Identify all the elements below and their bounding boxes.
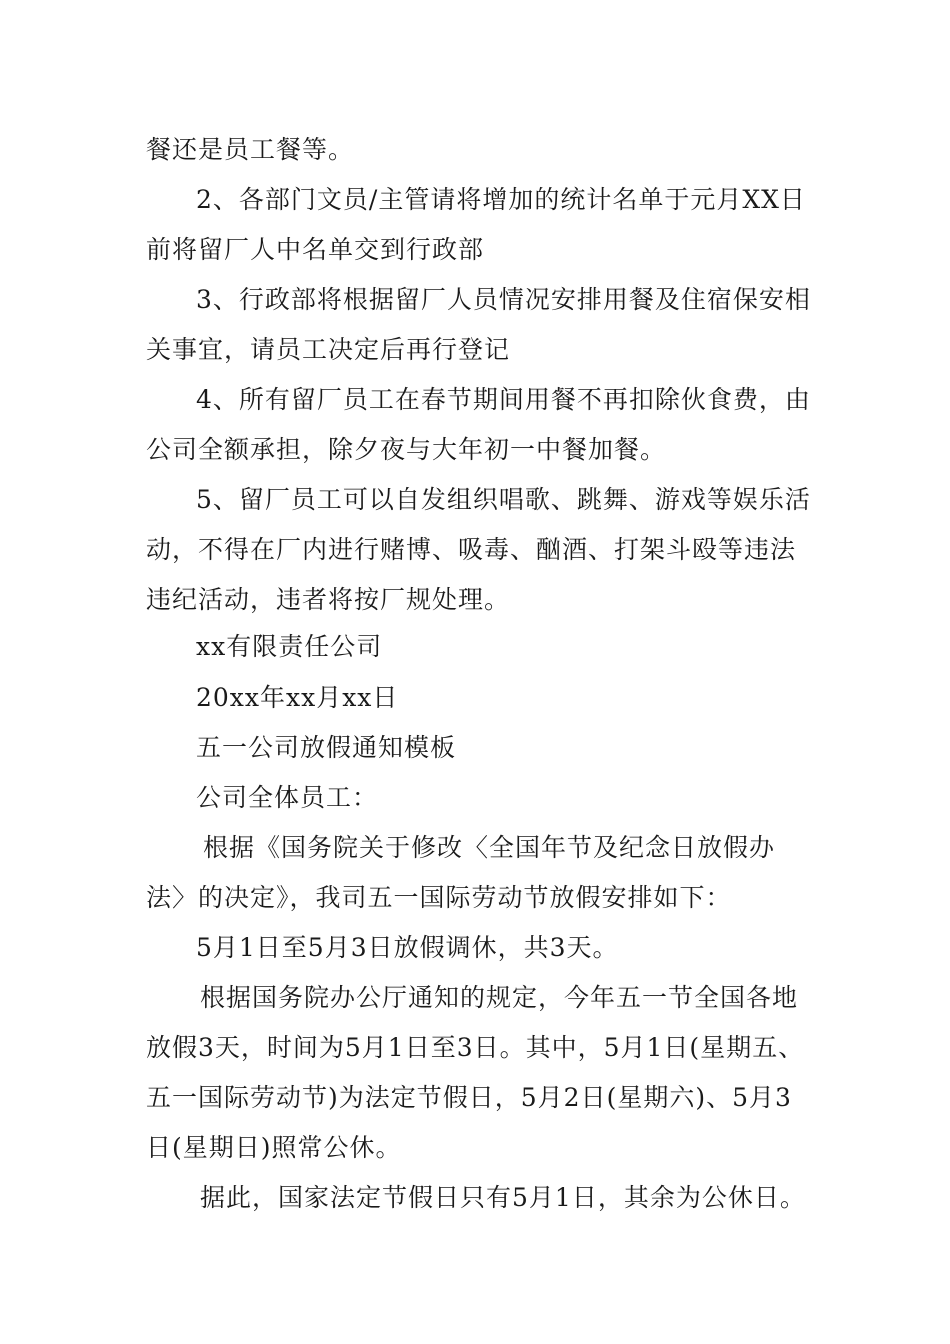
text-line: 公司全额承担，除夕夜与大年初一中餐加餐。 [146,435,667,464]
salutation: 公司全体员工： [196,783,379,812]
text-line: 法〉的决定》，我司五一国际劳动节放假安排如下： [146,883,732,912]
text-line: 动，不得在厂内进行赌博、吸毒、酗酒、打架斗殴等违法 [146,535,797,564]
text-line: 2、各部门文员/主管请将增加的统计名单于元月XX日 [196,185,806,214]
text-line: 五一国际劳动节)为法定节假日，5月2日(星期六)、5月3 [146,1083,792,1112]
text-line: 根据《国务院关于修改〈全国年节及纪念日放假办 [203,833,776,862]
text-line: 放假3天，时间为5月1日至3日。其中，5月1日(星期五、 [146,1033,805,1062]
text-line: 日(星期日)照常公休。 [146,1133,402,1162]
text-line: 违纪活动，违者将按厂规处理。 [146,585,511,614]
company-name: xx有限责任公司 [196,632,383,661]
text-line: 3、行政部将根据留厂人员情况安排用餐及住宿保安相 [196,285,811,314]
text-line: 餐还是员工餐等。 [146,135,355,164]
text-line: 4、所有留厂员工在春节期间用餐不再扣除伙食费，由 [196,385,811,414]
date-line: 20xx年xx月xx日 [196,683,399,712]
text-line: 5、留厂员工可以自发组织唱歌、跳舞、游戏等娱乐活 [196,485,811,514]
text-line: 关事宜，请员工决定后再行登记 [146,335,511,364]
text-line: 5月1日至5月3日放假调休，共3天。 [196,933,619,962]
text-line: 据此，国家法定节假日只有5月1日，其余为公休日。 [200,1183,806,1212]
text-line: 根据国务院办公厅通知的规定，今年五一节全国各地 [200,983,799,1012]
text-line: 前将留厂人中名单交到行政部 [146,235,485,264]
section-title: 五一公司放假通知模板 [196,733,457,762]
